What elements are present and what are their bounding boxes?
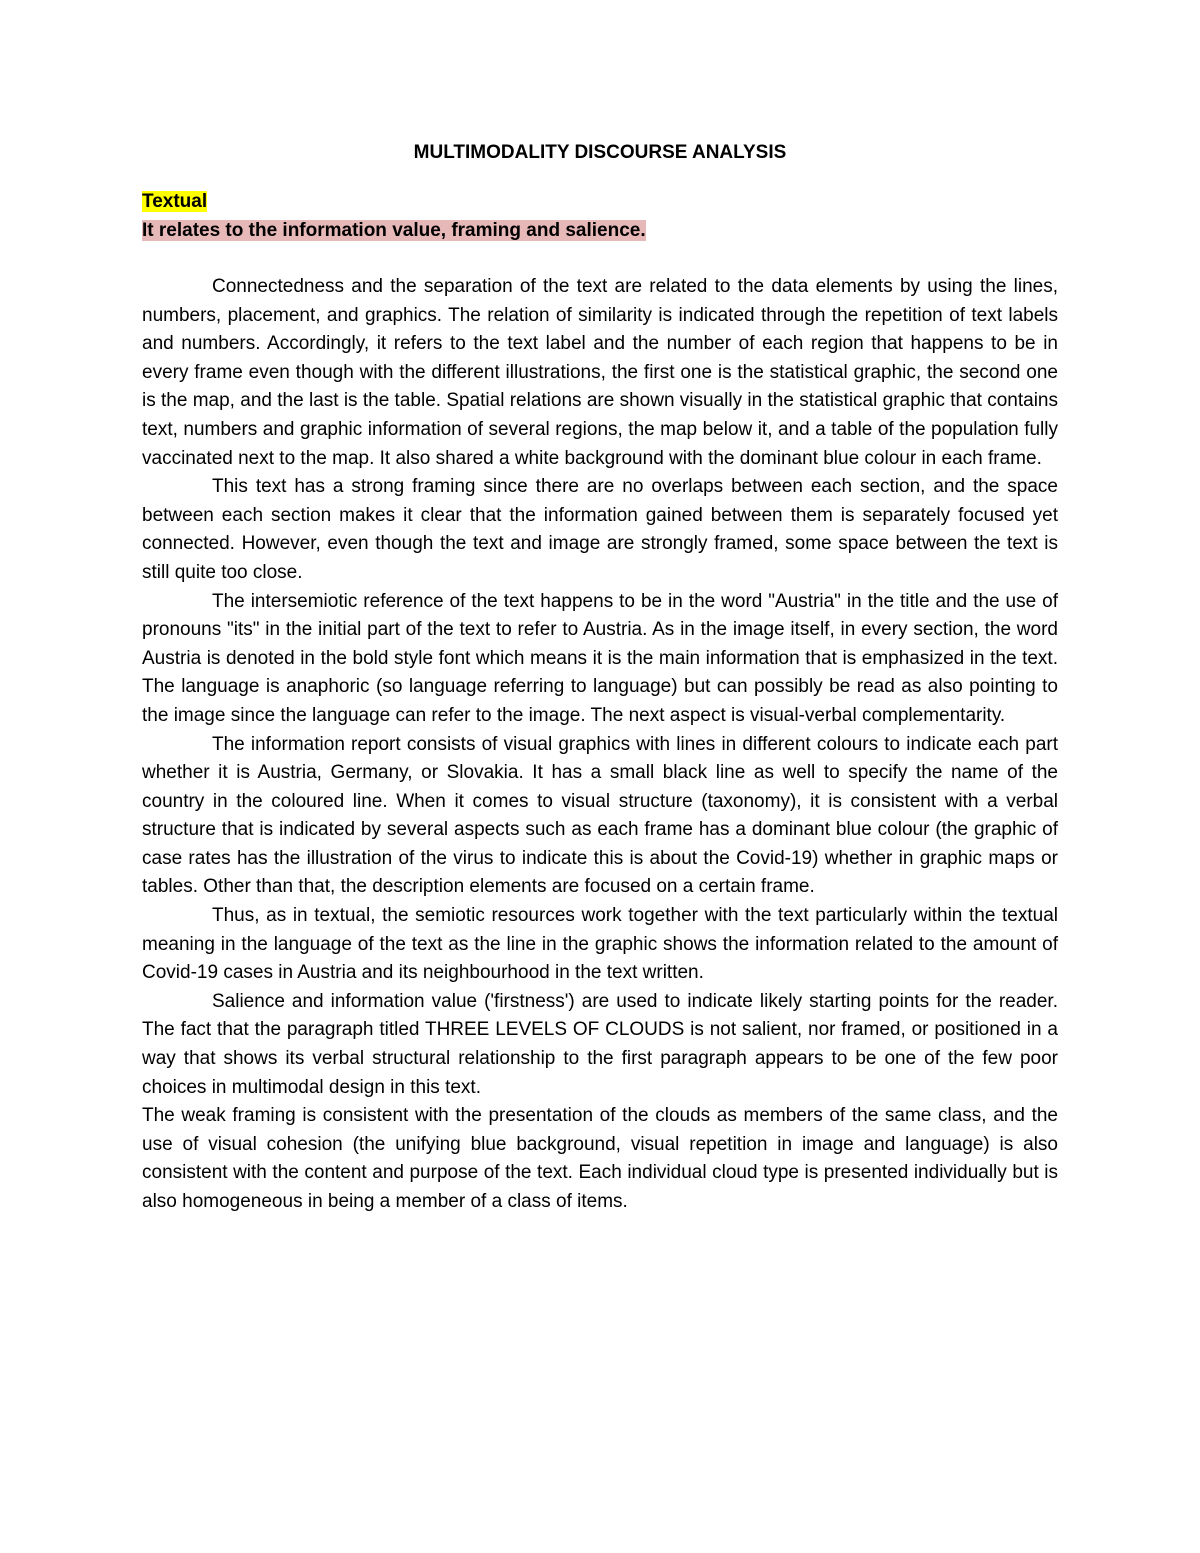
section-subtitle-text: It relates to the information value, framing and salience.	[142, 220, 646, 241]
paragraph-1: Connectedness and the separation of the text are related to the data elements by using the lines, numbers, placement, and graphics. The relation of similarity is indicated through the repetition of text labels and numbers. Accordingly, it refers to the text label and the number of each region that happens to be in every frame even though with the different illustrations, the first one is the statistical graphic, the second one is the map, and the last is the table. Spatial relations are shown visually in the statistical graphic that contains text, numbers and graphic information of several regions, the map below it, and a table of the population fully vaccinated next to the map. It also shared a white background with the dominant blue colour in each frame.	[142, 276, 1058, 469]
section-subtitle	[142, 218, 646, 244]
document-body	[142, 273, 1058, 1217]
section-label-text: Textual	[142, 191, 208, 212]
paragraph-5: Thus, as in textual, the semiotic resources work together with the text particularly within the textual meaning in the language of the text as the line in the graphic shows the information related to the amount of Covid-19 cases in Austria and its neighbourhood in the text written.	[142, 905, 1058, 984]
document-title: MULTIMODALITY DISCOURSE ANALYSIS	[413, 142, 787, 163]
paragraph-6: Salience and information value ('firstness') are used to indicate likely starting points for the reader. The fact that the paragraph titled THREE LEVELS OF CLOUDS is not salient, nor framed, or positioned in a way that shows its verbal structural relationship to the first paragraph appears to be one of the few poor choices in multimodal design in this text.	[142, 990, 1058, 1098]
paragraph-4: The information report consists of visual graphics with lines in different colours to indicate each part whether it is Austria, Germany, or Slovakia. It has a small black line as well to specify the name of the country in the coloured line. When it comes to visual structure (taxonomy), it is consistent with a verbal structure that is indicated by several aspects such as each frame has a dominant blue colour (the graphic of case rates has the illustration of the virus to indicate this is about the Covid-19) whether in graphic maps or tables. Other than that, the description elements are focused on a certain frame.	[142, 733, 1058, 898]
section-label	[142, 189, 207, 215]
paragraph-7: The weak framing is consistent with the presentation of the clouds as members of the same class, and the use of visual cohesion (the unifying blue background, visual repetition in image and language) is also consistent with the content and purpose of the text. Each individual cloud type is presented individually but is also homogeneous in being a member of a class of items.	[142, 1105, 1058, 1212]
paragraph-2: This text has a strong framing since there are no overlaps between each section, and the space between each section makes it clear that the information gained between them is separately focused yet connected. However, even though the text and image are strongly framed, some space between the text is still quite too close.	[142, 476, 1058, 583]
paragraph-3: The intersemiotic reference of the text happens to be in the word "Austria" in the title and the use of pronouns "its" in the initial part of the text to refer to Austria. As in the image itself, in every section, the word Austria is denoted in the bold style font which means it is the main information that is emphasized in the text. The language is anaphoric (so language referring to language) but can possibly be read as also pointing to the image since the language can refer to the image. The next aspect is visual-verbal complementarity.	[142, 590, 1058, 726]
